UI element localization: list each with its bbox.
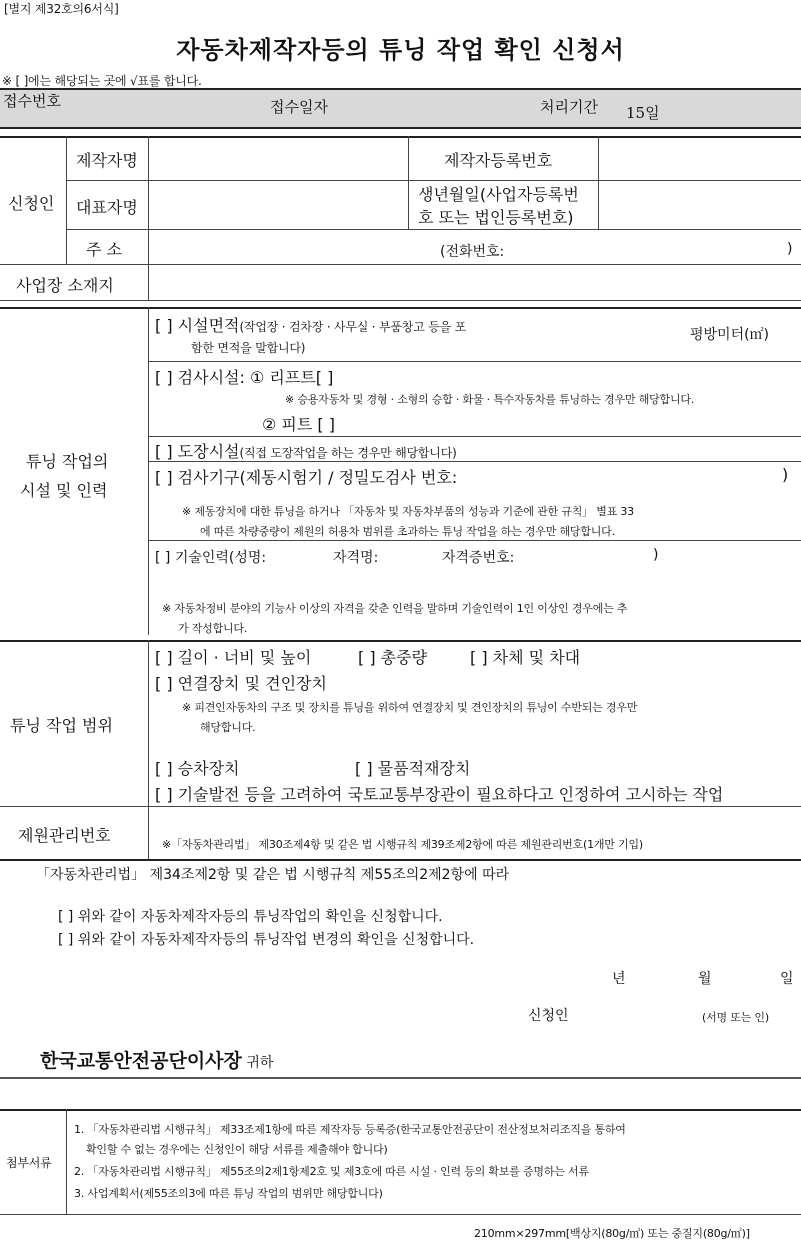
equipment-note-2: 에 따른 차량중량이 제원의 허용차 범위를 초과하는 튜닝 작업을 하는 경우만 해당합니다.	[200, 525, 615, 538]
processing-period-label: 처리기간	[540, 98, 598, 116]
workplace-label: 사업장 소재지	[16, 276, 114, 295]
workplace-field[interactable]	[150, 267, 798, 298]
date-day-label: 일	[780, 971, 794, 987]
facility-area-note: (작업장 · 검차장 · 사무실 · 부품창고 등을 포	[239, 320, 466, 334]
facility-area-label: [ ] 시설면적	[155, 316, 240, 335]
applicant-sign-label: 신청인	[528, 1008, 569, 1024]
date-month-label: 월	[698, 971, 712, 987]
inspection-lift-item[interactable]: [ ] 검사시설: ① 리프트[ ]	[155, 368, 334, 387]
staff-note-2: 가 작성합니다.	[178, 622, 248, 635]
sign-note: (서명 또는 인)	[702, 1011, 769, 1024]
staff-close: )	[653, 547, 659, 563]
maker-reg-field[interactable]	[600, 140, 798, 178]
attachments-label: 첨부서류	[6, 1156, 52, 1170]
facility-section-label-1: 튜닝 작업의	[26, 452, 109, 471]
declaration-basis: 「자동차관리법」 제34조제2항 및 같은 법 시행규칙 제55조의2제2항에 따라	[36, 867, 510, 883]
scope-section-label: 튜닝 작업 범위	[10, 716, 113, 735]
scope-other-item[interactable]: [ ] 기술발전 등을 고려하여 국토교통부장관이 필요하다고 인정하여 고시하는 작업	[155, 785, 724, 804]
coupler-note-1: ※ 피견인자동차의 구조 및 장치를 튜닝을 위하여 연결장치 및 견인장치의 튜닝이 수반되는 경우만	[182, 701, 638, 714]
maker-name-field[interactable]	[150, 140, 405, 178]
scope-seat-item[interactable]: [ ] 승차장치	[155, 759, 240, 778]
phone-close: )	[787, 241, 793, 257]
coupler-note-2: 해당합니다.	[200, 721, 256, 734]
declaration-option-2[interactable]: [ ] 위와 같이 자동차제작자등의 튜닝작업 변경의 확인을 신청합니다.	[58, 932, 475, 948]
instruction-text: ※ [ ]에는 해당되는 곳에 √표를 합니다.	[2, 74, 202, 88]
maker-name-label: 제작자명	[76, 151, 138, 170]
attachment-item-1b: 확인할 수 없는 경우에는 신청인이 해당 서류를 제출해야 합니다)	[86, 1143, 388, 1156]
scope-coupler-item[interactable]: [ ] 연결장치 및 견인장치	[155, 674, 327, 693]
attachment-item-1a: 1. 「자동차관리법 시행규칙」 제33조제1항에 따른 제작자등 등록증(한국교통안전공단이 전산정보처리조직을 통하여	[74, 1123, 626, 1136]
staff-certno-label: 자격증번호:	[442, 550, 515, 566]
page-title: 자동차제작자등의 튜닝 작업 확인 신청서	[176, 36, 625, 64]
attachment-item-3: 3. 사업계획서(제55조의3에 따른 튜닝 작업의 범위만 해당합니다)	[74, 1187, 383, 1200]
recipient	[40, 1046, 273, 1073]
address-label: 주 소	[86, 240, 122, 259]
staff-item[interactable]: [ ] 기술인력(성명:	[155, 550, 267, 566]
address-field[interactable]	[150, 232, 435, 262]
form-number: [별지 제32호의6서식]	[4, 2, 119, 16]
paint-facility-item[interactable]	[155, 439, 457, 462]
inspection-equipment-close: )	[782, 465, 789, 484]
maker-reg-label: 제작자등록번호	[444, 151, 553, 170]
scope-cargo-item[interactable]: [ ] 물품적재장치	[355, 759, 471, 778]
recipient-suffix: 귀하	[246, 1055, 274, 1071]
receipt-no-label: 접수번호	[3, 92, 61, 110]
paint-facility-label: [ ] 도장시설	[155, 442, 240, 461]
staff-cert-label: 자격명:	[333, 550, 379, 566]
phone-field[interactable]	[522, 234, 782, 262]
declaration-option-1[interactable]: [ ] 위와 같이 자동차제작자등의 튜닝작업의 확인을 신청합니다.	[58, 909, 443, 925]
receipt-date-label: 접수일자	[270, 98, 328, 116]
paint-facility-note: (직접 도장작업을 하는 경우만 해당합니다)	[239, 446, 457, 460]
facility-area-note-2: 함한 면적을 말합니다)	[191, 341, 306, 355]
processing-period-value: 15일	[626, 104, 660, 122]
scope-weight-item[interactable]: [ ] 총중량	[358, 648, 428, 667]
spec-label: 제원관리번호	[18, 826, 111, 845]
date-year-label: 년	[612, 971, 626, 987]
scope-body-item[interactable]: [ ] 차체 및 차대	[470, 648, 581, 667]
inspection-note: ※ 승용자동차 및 경형 · 소형의 승합 · 화물 · 특수자동차를 튜닝하는 경우만 해당합니다.	[285, 393, 695, 406]
birth-label-line1: 생년월일(사업자등록번	[418, 185, 579, 204]
inspection-pit-item[interactable]: ② 피트 [ ]	[262, 415, 335, 434]
facility-area-unit: 평방미터(㎡)	[690, 327, 770, 343]
recipient-name: 한국교통안전공단이사장	[40, 1050, 242, 1072]
rep-name-field[interactable]	[150, 184, 405, 226]
facility-section-label-2: 시설 및 인력	[20, 481, 108, 500]
phone-label: (전화번호:	[440, 244, 505, 260]
spec-note: ※「자동차관리법」 제30조제4항 및 같은 법 시행규칙 제39조제2항에 따른 제원관리번호(1개만 기입)	[162, 838, 643, 851]
applicant-section-label: 신청인	[8, 194, 55, 213]
receipt-bar	[0, 88, 801, 129]
inspection-equipment-item[interactable]: [ ] 검사기구(제동시험기 / 정밀도검사 번호:	[155, 468, 458, 487]
facility-area-item[interactable]	[155, 313, 466, 336]
rep-name-label: 대표자명	[76, 198, 138, 217]
equipment-note-1: ※ 제동장치에 대한 튜닝을 하거나 「자동차 및 자동차부품의 성능과 기준에 관한 규칙」 별표 33	[182, 505, 634, 518]
attachment-item-2: 2. 「자동차관리법 시행규칙」 제55조의2제1항제2호 및 제3호에 따른 시설 · 인력 등의 확보를 증명하는 서류	[74, 1165, 589, 1178]
birth-field[interactable]	[600, 184, 798, 226]
scope-size-item[interactable]: [ ] 길이 · 너비 및 높이	[155, 648, 312, 667]
staff-note-1: ※ 자동차정비 분야의 기능사 이상의 자격을 갖춘 인력을 말하며 기술인력이 1인 이상인 경우에는 추	[162, 602, 628, 615]
paper-spec: 210mm×297mm[백상지(80g/㎡) 또는 중질지(80g/㎡)]	[474, 1227, 750, 1240]
birth-label-line2: 호 또는 법인등록번호)	[418, 208, 574, 227]
